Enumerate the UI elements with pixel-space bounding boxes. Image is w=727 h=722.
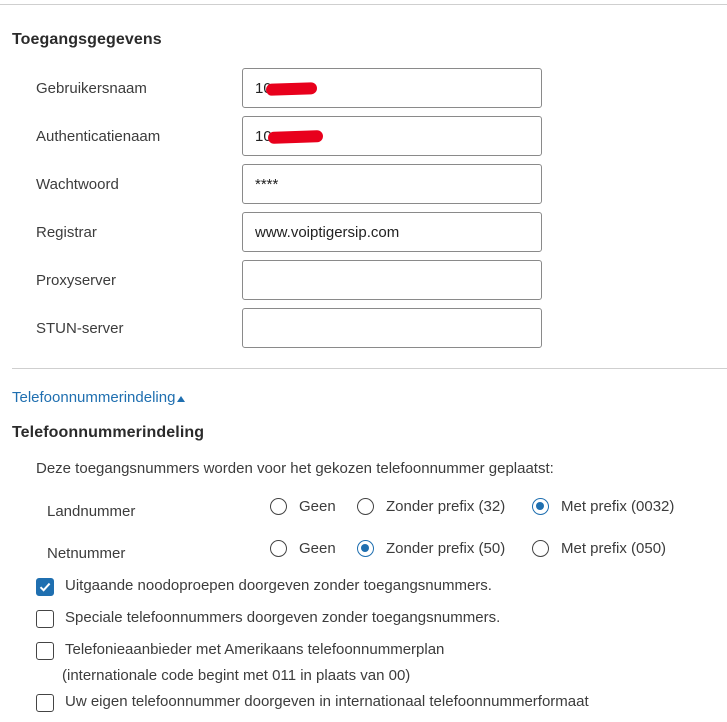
- country-code-label: Landnummer: [47, 503, 136, 520]
- checkbox-checked-icon[interactable]: [36, 578, 54, 596]
- password-input[interactable]: [242, 164, 542, 204]
- username-label: Gebruikersnaam: [36, 80, 147, 97]
- radio-icon[interactable]: [357, 498, 374, 515]
- radio-option-label: Met prefix (0032): [561, 498, 675, 515]
- auth-name-label: Authenticatienaam: [36, 128, 161, 145]
- registrar-label: Registrar: [36, 224, 97, 241]
- checkbox-note: (internationale code begint met 011 in plaats van 00): [62, 667, 411, 684]
- checkbox-label: Speciale telefoonnummers doorgeven zonder toegangsnummers.: [65, 609, 501, 626]
- special-numbers-option[interactable]: [36, 610, 500, 629]
- redaction-mark: [268, 130, 323, 144]
- international-format-option[interactable]: [36, 694, 589, 713]
- section-divider: [12, 368, 727, 369]
- country-option-none[interactable]: [270, 498, 336, 515]
- numbering-toggle-label: Telefoonnummerindeling: [12, 389, 176, 406]
- american-numbering-plan-option[interactable]: [36, 642, 444, 661]
- radio-icon[interactable]: [532, 540, 549, 557]
- checkbox-label: Telefonieaanbieder met Amerikaans telefoonnummerplan: [65, 641, 445, 658]
- checkbox-label: Uitgaande noodoproepen doorgeven zonder toegangsnummers.: [65, 577, 492, 594]
- top-divider: [0, 4, 727, 5]
- numbering-section-title: Telefoonnummerindeling: [12, 424, 205, 441]
- area-option-without-prefix[interactable]: [357, 540, 505, 557]
- stun-label: STUN-server: [36, 320, 124, 337]
- radio-selected-icon[interactable]: [357, 540, 374, 557]
- caret-up-icon: [177, 396, 185, 402]
- radio-option-label: Zonder prefix (50): [386, 540, 506, 557]
- numbering-toggle-link[interactable]: [12, 389, 185, 406]
- checkbox-label: Uw eigen telefoonnummer doorgeven in internationaal telefoonnummerformaat: [65, 693, 589, 710]
- redaction-mark: [266, 82, 317, 96]
- radio-option-label: Met prefix (050): [561, 540, 667, 557]
- area-code-label: Netnummer: [47, 545, 126, 562]
- area-option-none[interactable]: [270, 540, 336, 557]
- radio-option-label: Geen: [299, 498, 336, 515]
- radio-option-label: Geen: [299, 540, 336, 557]
- radio-selected-icon[interactable]: [532, 498, 549, 515]
- proxy-label: Proxyserver: [36, 272, 117, 289]
- radio-option-label: Zonder prefix (32): [386, 498, 506, 515]
- area-option-with-prefix[interactable]: [532, 540, 666, 557]
- country-option-with-prefix[interactable]: [532, 498, 674, 515]
- checkbox-icon[interactable]: [36, 642, 54, 660]
- checkbox-icon[interactable]: [36, 610, 54, 628]
- country-option-without-prefix[interactable]: [357, 498, 505, 515]
- numbering-intro-text: Deze toegangsnummers worden voor het gekozen telefoonnummer geplaatst:: [36, 460, 554, 477]
- radio-icon[interactable]: [270, 540, 287, 557]
- emergency-calls-option[interactable]: [36, 578, 492, 597]
- proxy-input[interactable]: [242, 260, 542, 300]
- access-section-title: Toegangsgegevens: [12, 31, 162, 48]
- registrar-input[interactable]: [242, 212, 542, 252]
- radio-icon[interactable]: [270, 498, 287, 515]
- password-label: Wachtwoord: [36, 176, 119, 193]
- stun-input[interactable]: [242, 308, 542, 348]
- checkbox-icon[interactable]: [36, 694, 54, 712]
